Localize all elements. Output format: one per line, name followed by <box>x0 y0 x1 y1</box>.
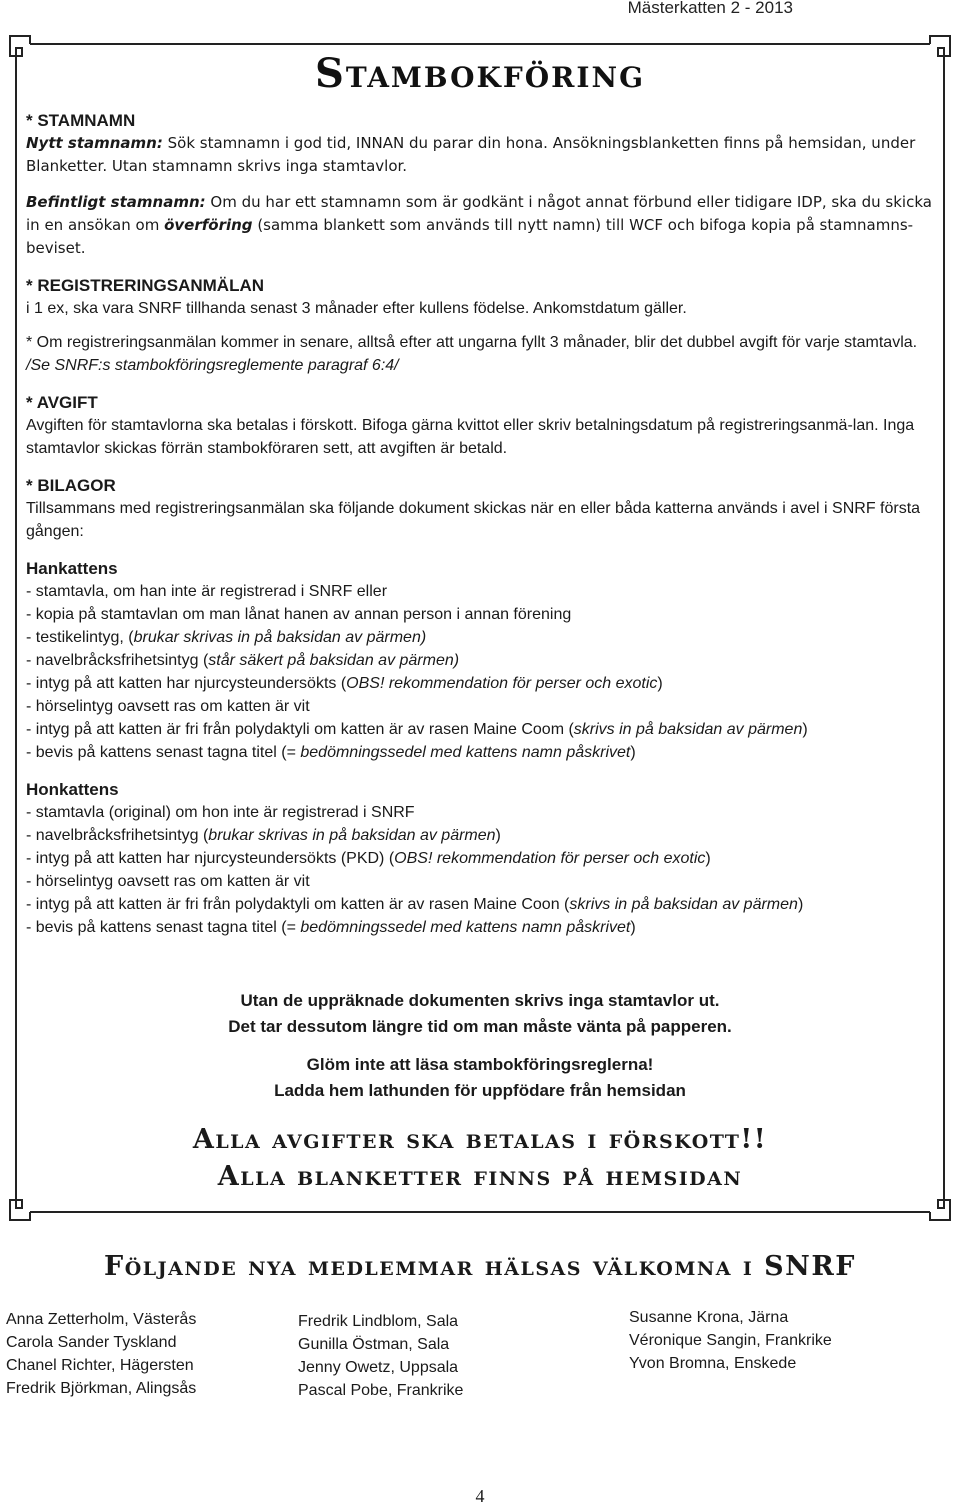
list-item <box>26 870 942 893</box>
befintligt-text-2: (samma blankett som används till nytt namn) till WCF och bifoga kopia på stamnamns-beviset. <box>26 216 914 257</box>
list-item <box>26 672 942 695</box>
hankattens-list <box>26 580 942 764</box>
registrering-reference: /Se SNRF:s stambokföringsreglemente paragraf 6:4/ <box>26 357 399 374</box>
list-item-text: - navelbråcksfrihetsintyg ( <box>26 652 209 669</box>
members-column-3 <box>629 1306 832 1375</box>
member-name: Jenny Owetz, Uppsala <box>298 1359 459 1376</box>
registrering-line2-paragraph <box>26 331 942 377</box>
member-name: Pascal Pobe, Frankrike <box>298 1382 464 1399</box>
list-item-suffix: ) <box>802 721 808 738</box>
list-item <box>26 626 942 649</box>
list-item-suffix: ) <box>495 827 501 844</box>
member-name: Carola Sander Tyskland <box>6 1334 177 1351</box>
list-item-emphasis: står säkert på baksidan av pärmen) <box>208 652 460 669</box>
member-name: Fredrik Björkman, Alingsås <box>6 1380 197 1397</box>
member-name: Yvon Bromna, Enskede <box>629 1355 797 1372</box>
list-item <box>26 801 942 824</box>
list-item-text: - testikelintyg, ( <box>26 629 134 646</box>
honkattens-heading: Honkattens <box>26 780 119 799</box>
nytt-stamnamn-paragraph <box>26 132 942 178</box>
list-item-emphasis: bedömningssedel med kattens namn påskrivet <box>300 744 631 761</box>
list-item-emphasis: skrivs in på baksidan av pärmen <box>569 896 798 913</box>
members-heading: Följande nya medlemmar hälsas välkomna i SNRF <box>104 1251 856 1282</box>
member-name: Anna Zetterholm, Västerås <box>6 1311 197 1328</box>
list-item <box>26 649 942 672</box>
honkattens-list <box>26 801 942 939</box>
list-item <box>26 847 942 870</box>
list-item-text: - stamtavla (original) om hon inte är registrerad i SNRF <box>26 804 415 821</box>
list-item <box>26 741 942 764</box>
running-head: Mästerkatten 2 - 2013 <box>627 0 793 17</box>
list-item <box>26 824 942 847</box>
list-item-text: - stamtavla, om han inte är registrerad i SNRF eller <box>26 583 388 600</box>
stamnamn-section <box>26 110 942 939</box>
list-item <box>26 718 942 741</box>
page-number: 4 <box>475 1486 485 1506</box>
befintligt-text-1: Om du har ett stamnamn som är godkänt i något annat förbund eller tidigare IDP, ska du skicka in en ansökan om <box>26 193 932 234</box>
notice-line-4: Ladda hem lathunden för uppfödare från hemsidan <box>274 1081 686 1100</box>
notice-block-1 <box>0 988 960 1040</box>
list-item <box>26 603 942 626</box>
nytt-stamnamn-label: Nytt stamnamn: <box>26 134 163 152</box>
list-item-text: - hörselintyg oavsett ras om katten är vit <box>26 873 310 890</box>
list-item-emphasis: bedömningssedel med kattens namn påskrivet <box>300 919 631 936</box>
list-item-emphasis: skrivs in på baksidan av pärmen <box>573 721 803 738</box>
bilagor-heading: * BILAGOR <box>26 476 116 495</box>
banner <box>0 1121 960 1195</box>
member-name: Chanel Richter, Hägersten <box>6 1357 194 1374</box>
list-item <box>26 893 942 916</box>
member-name: Susanne Krona, Järna <box>629 1309 789 1326</box>
avgift-text: Avgiften för stamtavlorna ska betalas i förskott. Bifoga gärna kvittot eller skriv betalningsdatum på registreringsanmä-lan. Inga stamtavlor skickas förrän stambokföraren sett, att avgiften är betald. <box>26 417 915 457</box>
registrering-line2: * Om registreringsanmälan kommer in senare, alltså efter att ungarna fyllt 3 månader, blir det dubbel avgift för varje stamtavla. <box>26 334 918 351</box>
list-item-suffix: ) <box>705 850 711 867</box>
notice-block-2 <box>0 1052 960 1104</box>
list-item-text: - navelbråcksfrihetsintyg ( <box>26 827 209 844</box>
member-name: Fredrik Lindblom, Sala <box>298 1313 459 1330</box>
list-item-text: - bevis på kattens senast tagna titel (= <box>26 744 301 761</box>
notice-line-3: Glöm inte att läsa stambokföringsreglerna! <box>306 1055 654 1074</box>
list-item-text: - kopia på stamtavlan om man lånat hanen av annan person i annan förening <box>26 606 572 623</box>
list-item-suffix: ) <box>630 919 636 936</box>
members-column-1 <box>6 1308 196 1400</box>
list-item <box>26 580 942 603</box>
nytt-stamnamn-text: Sök stamnamn i god tid, INNAN du parar din hona. Ansökningsblanketten finns på hemsidan, under Blanketter. Utan stamnamn skrivs inga stamtavlor. <box>26 134 916 175</box>
banner-line-1: Alla avgifter ska betalas i förskott!! <box>192 1124 768 1155</box>
list-item-text: - intyg på att katten är fri från polydaktyli om katten är av rasen Maine Coom ( <box>26 721 574 738</box>
members-column-2 <box>298 1310 463 1402</box>
list-item-suffix: ) <box>657 675 663 692</box>
bilagor-text: Tillsammans med registreringsanmälan ska följande dokument skickas när en eller båda katterna används i avel i SNRF första gången: <box>26 500 921 540</box>
befintligt-stamnamn-paragraph <box>26 191 942 260</box>
avgift-heading: * AVGIFT <box>26 393 98 412</box>
list-item-text: - hörselintyg oavsett ras om katten är vit <box>26 698 310 715</box>
list-item-suffix: ) <box>797 896 804 913</box>
page-title: Stambokföring <box>315 50 645 97</box>
befintligt-stamnamn-label: Befintligt stamnamn: <box>26 193 206 211</box>
list-item-emphasis: brukar skrivas in på baksidan av pärmen <box>208 827 496 844</box>
hankattens-heading: Hankattens <box>26 559 118 578</box>
list-item-text: - intyg på att katten har njurcysteundersökts ( <box>26 675 347 692</box>
list-item-emphasis: brukar skrivas in på baksidan av pärmen) <box>133 629 427 646</box>
list-item-text: - intyg på att katten är fri från polydaktyli om katten är av rasen Maine Coon ( <box>26 896 570 913</box>
list-item-text: - bevis på kattens senast tagna titel (= <box>26 919 301 936</box>
list-item-suffix: ) <box>630 744 636 761</box>
list-item <box>26 695 942 718</box>
registrering-heading: * REGISTRERINGSANMÄLAN <box>26 276 265 295</box>
registrering-line1: i 1 ex, ska vara SNRF tillhanda senast 3 månader efter kullens födelse. Ankomstdatum gäller. <box>26 300 687 317</box>
banner-line-2: Alla blanketter finns på hemsidan <box>217 1161 743 1192</box>
member-name: Gunilla Östman, Sala <box>298 1336 450 1353</box>
list-item-emphasis: OBS! rekommendation för perser och exotic <box>346 675 658 692</box>
list-item-text: - intyg på att katten har njurcysteundersökts (PKD) ( <box>26 850 395 867</box>
stamnamn-heading: * STAMNAMN <box>26 111 136 130</box>
member-name: Véronique Sangin, Frankrike <box>629 1332 832 1349</box>
overforing-emphasis: överföring <box>164 216 253 234</box>
list-item <box>26 916 942 939</box>
notice-line-2: Det tar dessutom längre tid om man måste vänta på papperen. <box>228 1017 732 1036</box>
list-item-emphasis: OBS! rekommendation för perser och exotic <box>394 850 706 867</box>
notice-line-1: Utan de uppräknade dokumenten skrivs inga stamtavlor ut. <box>240 991 720 1010</box>
